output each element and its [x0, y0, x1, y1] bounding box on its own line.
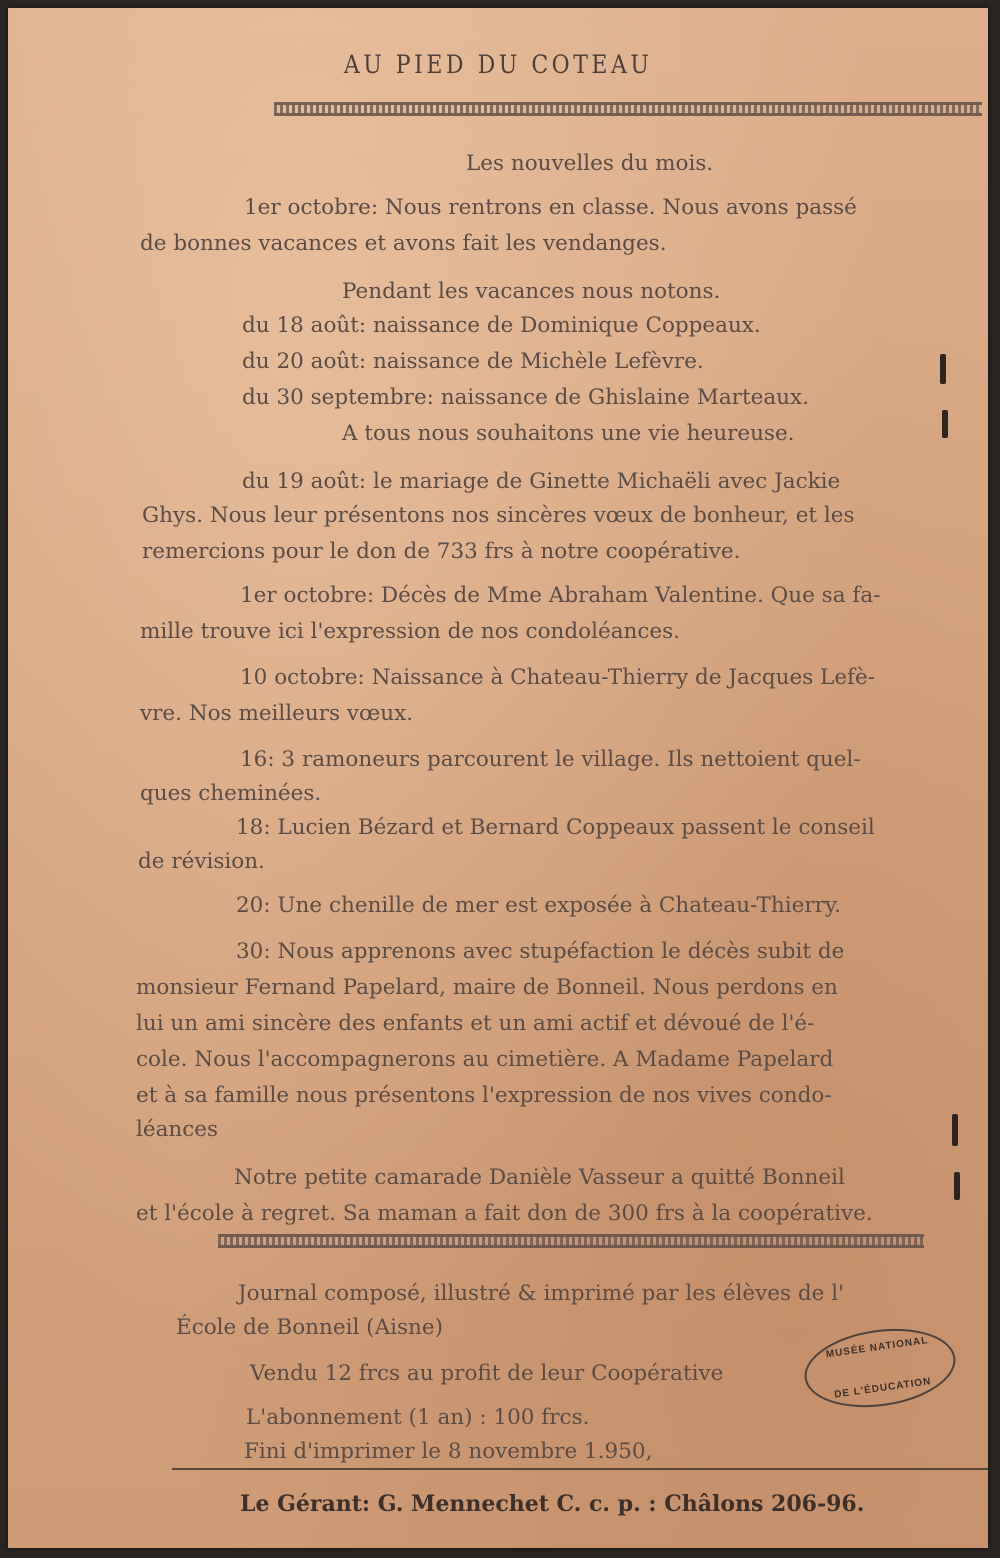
news-line: de révision. — [138, 849, 265, 874]
news-line: mille trouve ici l'expression de nos condoléances. — [140, 619, 680, 644]
section-rule — [218, 1234, 924, 1248]
footer-line: Le Gérant: G. Mennechet C. c. p. : Châlons 206-96. — [240, 1491, 865, 1517]
news-line: monsieur Fernand Papelard, maire de Bonneil. Nous perdons en — [136, 975, 838, 1000]
news-line: 10 octobre: Naissance à Chateau-Thierry de Jacques Lefè- — [240, 665, 876, 690]
news-heading: Les nouvelles du mois. — [466, 151, 714, 176]
news-line: cole. Nous l'accompagnerons au cimetière. A Madame Papelard — [136, 1047, 834, 1072]
binding-mark — [952, 1114, 958, 1146]
news-line: et l'école à regret. Sa maman a fait don de 300 frs à la coopérative. — [136, 1201, 873, 1226]
news-line: du 19 août: le mariage de Ginette Michaëli avec Jackie — [242, 469, 841, 494]
news-line: 18: Lucien Bézard et Bernard Coppeaux passent le conseil — [236, 815, 875, 840]
news-line: léances — [136, 1117, 219, 1142]
colophon-line: Journal composé, illustré & imprimé par les élèves de l' — [238, 1281, 844, 1306]
news-line: A tous nous souhaitons une vie heureuse. — [342, 421, 795, 446]
stamp-bottom-text: DE L'ÉDUCATION — [833, 1376, 933, 1401]
news-line: de bonnes vacances et avons fait les vendanges. — [140, 231, 667, 256]
colophon-line: École de Bonneil (Aisne) — [176, 1315, 443, 1340]
footer-rule — [172, 1468, 988, 1473]
news-line: Notre petite camarade Danièle Vasseur a quitté Bonneil — [234, 1165, 845, 1190]
news-line: Pendant les vacances nous notons. — [342, 279, 721, 304]
binding-mark — [942, 410, 948, 438]
news-line: 1er octobre: Nous rentrons en classe. Nous avons passé — [244, 195, 857, 220]
colophon-line: Vendu 12 frcs au profit de leur Coopérative — [250, 1361, 724, 1386]
news-line: et à sa famille nous présentons l'expression de nos vives condo- — [136, 1083, 832, 1108]
colophon-line: Fini d'imprimer le 8 novembre 1.950, — [244, 1439, 653, 1464]
binding-mark — [940, 354, 946, 384]
news-line: du 20 août: naissance de Michèle Lefèvre. — [242, 349, 704, 374]
news-line: vre. Nos meilleurs vœux. — [140, 701, 414, 726]
news-line: 1er octobre: Décès de Mme Abraham Valentine. Que sa fa- — [240, 583, 881, 608]
news-line: 20: Une chenille de mer est exposée à Chateau-Thierry. — [236, 893, 842, 918]
museum-stamp — [799, 1320, 960, 1416]
news-line: du 18 août: naissance de Dominique Coppeaux. — [242, 313, 761, 338]
news-line: ques cheminées. — [140, 781, 322, 806]
stamp-top-text: MUSÉE NATIONAL — [825, 1335, 930, 1361]
colophon-line: L'abonnement (1 an) : 100 frcs. — [246, 1405, 590, 1430]
binding-mark — [954, 1172, 960, 1200]
journal-page — [8, 8, 988, 1548]
news-line: du 30 septembre: naissance de Ghislaine Marteaux. — [242, 385, 809, 410]
news-line: lui un ami sincère des enfants et un ami actif et dévoué de l'é- — [136, 1011, 815, 1036]
title-rule — [274, 102, 982, 116]
news-line: 30: Nous apprenons avec stupéfaction le décès subit de — [236, 939, 845, 964]
journal-title: AU PIED DU COTEAU — [343, 50, 653, 79]
news-line: remercions pour le don de 733 frs à notre coopérative. — [142, 539, 741, 564]
news-line: 16: 3 ramoneurs parcourent le village. Ils nettoient quel- — [240, 747, 861, 772]
news-line: Ghys. Nous leur présentons nos sincères vœux de bonheur, et les — [142, 503, 855, 528]
